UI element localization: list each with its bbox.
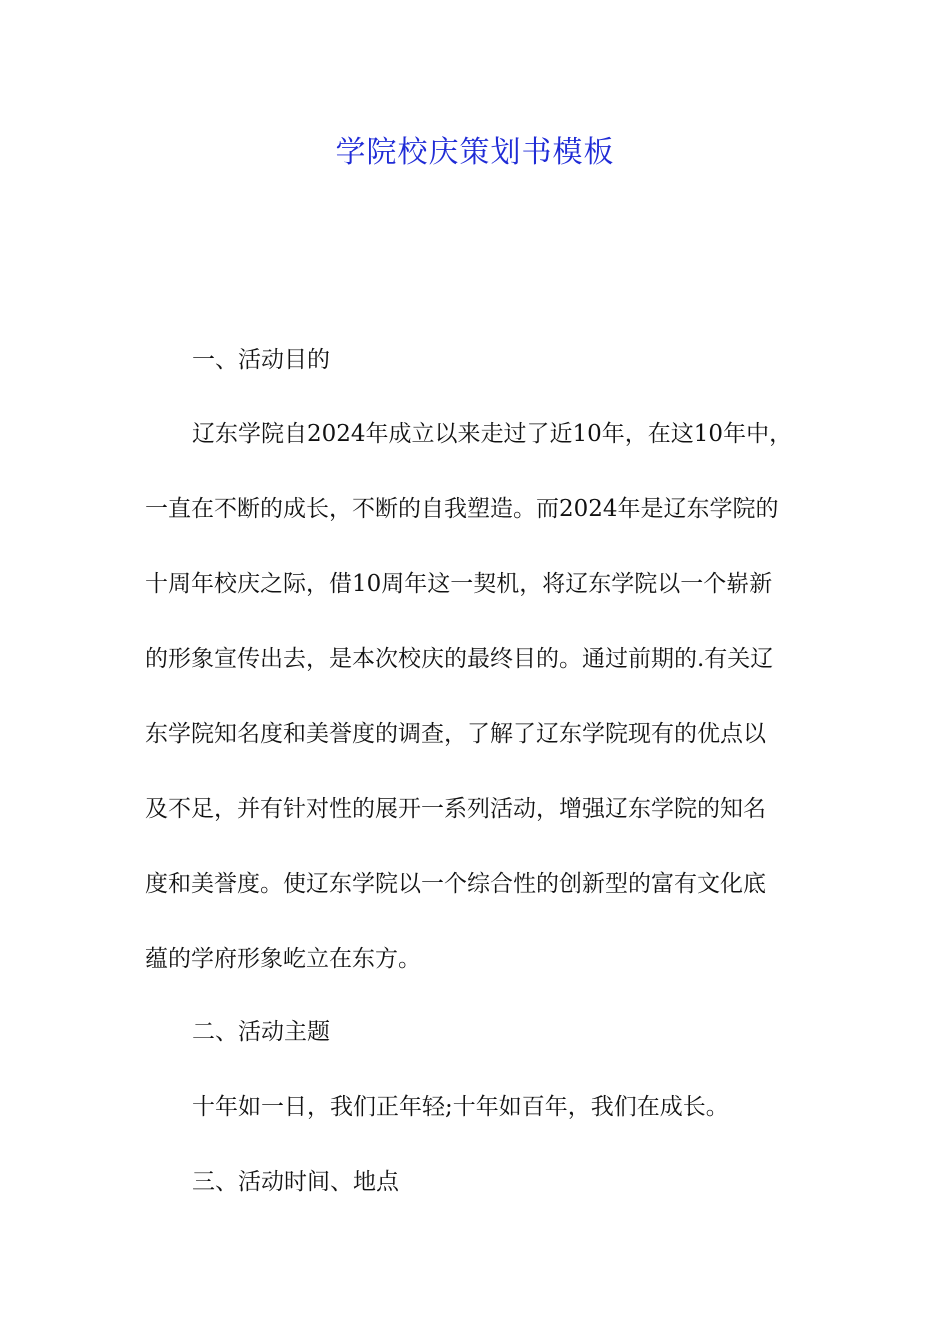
paragraph-line: 的形象宣传出去，是本次校庆的最终目的。通过前期的.有关辽 — [145, 646, 774, 672]
paragraph-line: 一直在不断的成长，不断的自我塑造。而2024年是辽东学院的 — [145, 496, 779, 522]
section-heading-purpose: 一、活动目的 — [192, 347, 330, 373]
paragraph-line: 辽东学院自2024年成立以来走过了近10年，在这10年中， — [192, 421, 793, 447]
paragraph-line: 及不足，并有针对性的展开一系列活动，增强辽东学院的知名 — [145, 796, 766, 822]
paragraph-line: 度和美誉度。使辽东学院以一个综合性的创新型的富有文化底 — [145, 871, 766, 897]
document-title: 学院校庆策划书模板 — [335, 135, 615, 170]
section-body-theme: 十年如一日，我们正年轻;十年如百年，我们在成长。 — [192, 1094, 729, 1120]
paragraph-line: 蕴的学府形象屹立在东方。 — [145, 946, 421, 972]
paragraph-line: 东学院知名度和美誉度的调查，了解了辽东学院现有的优点以 — [145, 721, 766, 747]
section-body-purpose — [145, 397, 815, 997]
section-heading-time-place: 三、活动时间、地点 — [192, 1169, 399, 1195]
section-heading-theme: 二、活动主题 — [192, 1019, 330, 1045]
paragraph-line: 十周年校庆之际，借10周年这一契机，将辽东学院以一个崭新 — [145, 571, 773, 597]
